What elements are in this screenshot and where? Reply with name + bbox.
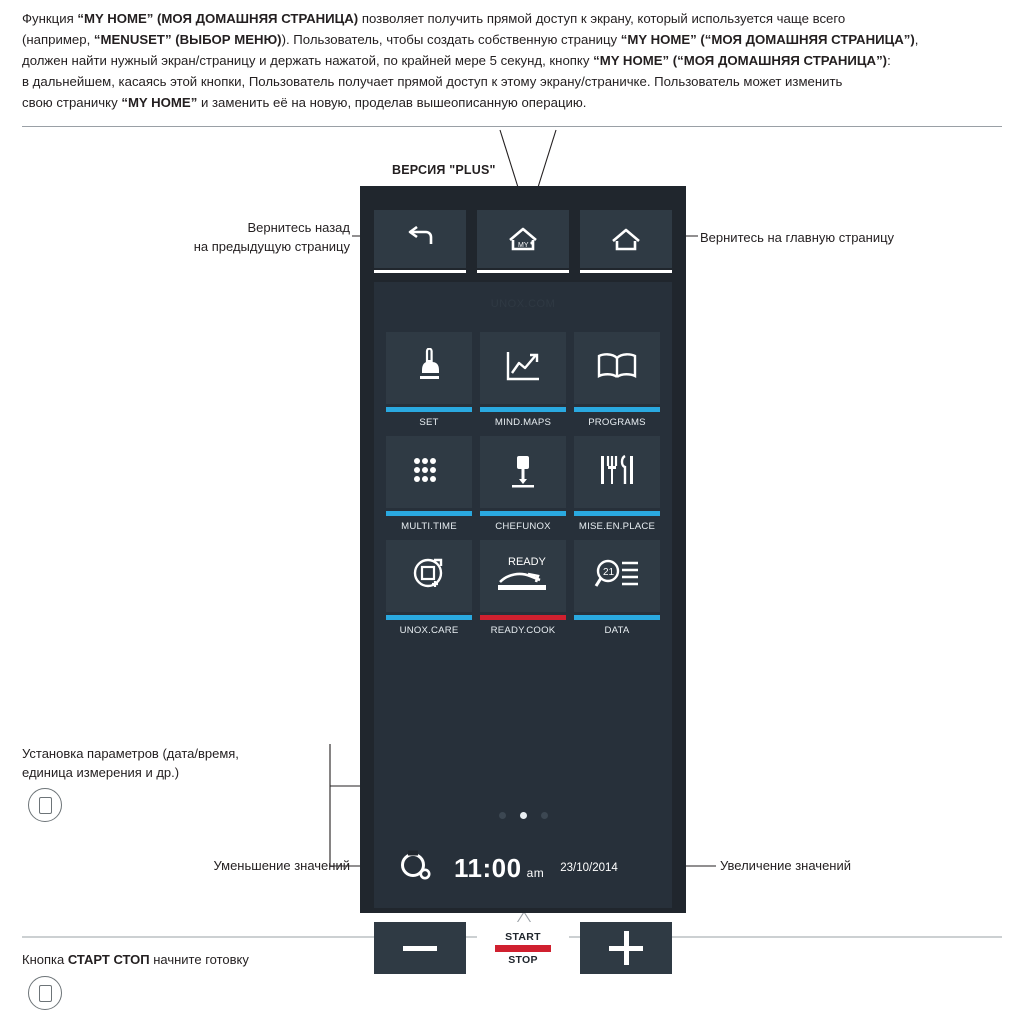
care-cycle-icon: [410, 556, 448, 597]
svg-text:READY: READY: [508, 555, 546, 568]
intro-line-4: в дальнейшем, касаясь этой кнопки, Пользователь получает прямой доступ к этому экрану/страничке. Пользователь может изменить: [22, 74, 843, 89]
svg-text:MY: MY: [518, 242, 529, 249]
control-panel: [360, 186, 686, 966]
annotation-increase-line1: Увеличение значений: [720, 858, 852, 873]
tile-bar: [574, 407, 660, 412]
stop-label: STOP: [508, 953, 538, 966]
page-dot[interactable]: [499, 812, 506, 819]
start-label: START: [505, 930, 541, 943]
tile-bar: [480, 511, 566, 516]
tile-label: MULTI.TIME: [401, 521, 457, 532]
tile-label: READY.COOK: [490, 625, 556, 636]
home-underline: [580, 270, 672, 273]
data-search-icon: [594, 557, 640, 596]
clock-date: 23/10/2014: [560, 862, 618, 874]
clock-time: 11:00 am: [454, 852, 545, 883]
intro-line-3: должен найти нужный экран/страницу и держать нажатой, по крайней мере 5 секунд, кнопку “MY HOME” (“МОЯ ДОМАШНЯЯ СТРАНИЦА”):: [22, 53, 891, 68]
tile-bar: [574, 615, 660, 620]
annotation-back: [140, 218, 350, 256]
intro-line-5: свою страничку “MY HOME” и заменить её на новую, проделав вышеописанную операцию.: [22, 95, 587, 110]
intro-line-1: Функция “MY HOME” (МОЯ ДОМАШНЯЯ СТРАНИЦА) позволяет получить прямой доступ к экрану, который используется чаще всего: [22, 11, 846, 26]
annotation-back-line1: Вернитесь назад: [247, 220, 350, 235]
screen: [374, 282, 672, 908]
annotation-decrease: [120, 856, 350, 875]
panel-button-icon: [39, 985, 52, 1002]
nav-row: [374, 210, 672, 268]
tile-label: MISE.EN.PLACE: [578, 521, 656, 532]
tile-label: PROGRAMS: [588, 417, 646, 428]
my-home-button[interactable]: [477, 210, 569, 268]
my-home-icon: [506, 226, 540, 252]
book-icon: [595, 351, 639, 386]
tile-mise-en-place[interactable]: [574, 436, 660, 532]
home-icon: [609, 226, 643, 252]
intro-line-2: (например, “MENUSET” (ВЫБОР МЕНЮ)). Пользователь, чтобы создать собственную страницу “MY HOME” (“МОЯ ДОМАШНЯЯ СТРАНИЦА”),: [22, 32, 919, 47]
annotation-start-stop-suffix: начните готовку: [149, 952, 249, 967]
divider-top: [22, 126, 1002, 127]
chef-probe-icon: [508, 452, 538, 493]
panel-button-icon: [39, 797, 52, 814]
tile-label: UNOX.CARE: [399, 625, 459, 636]
tile-multi-time[interactable]: [386, 436, 472, 532]
tile-set[interactable]: [386, 332, 472, 428]
chart-icon: [504, 349, 542, 388]
tile-bar: [480, 615, 566, 620]
hand-touch-icon: [414, 348, 444, 389]
settings-button-glyph: [28, 788, 62, 822]
annotation-settings: [22, 744, 322, 782]
status-bar: [374, 842, 672, 894]
ready-hand-icon: [494, 552, 552, 601]
version-label: ВЕРСИЯ "PLUS": [392, 163, 496, 177]
annotation-start-stop-prefix: Кнопка: [22, 952, 68, 967]
tile-label: MIND.MAPS: [494, 417, 552, 428]
back-button[interactable]: [374, 210, 466, 268]
page-indicator[interactable]: [374, 812, 672, 819]
clock-ampm: am: [526, 865, 545, 880]
tile-unox-care[interactable]: [386, 540, 472, 636]
svg-text:21: 21: [603, 566, 615, 578]
my-home-underline: [477, 270, 569, 273]
tile-label: CHEFUNOX: [495, 521, 551, 532]
tile-bar: [386, 511, 472, 516]
tile-bar: [386, 615, 472, 620]
page-dot[interactable]: [541, 812, 548, 819]
tile-ready-cook[interactable]: [480, 540, 566, 636]
annotation-home-line1: Вернитесь на главную страницу: [700, 230, 895, 245]
back-underline: [374, 270, 466, 273]
tile-mind-maps[interactable]: [480, 332, 566, 428]
tile-bar: [480, 407, 566, 412]
start-stop-button-glyph: [28, 976, 62, 1010]
increase-underline: [580, 977, 672, 980]
page-dot-active[interactable]: [520, 812, 527, 819]
annotation-back-line2: на предыдущую страницу: [193, 239, 350, 254]
tile-bar: [574, 511, 660, 516]
back-arrow-icon: [405, 226, 435, 252]
intro-paragraph: [22, 8, 1004, 113]
tile-data[interactable]: [574, 540, 660, 636]
annotation-settings-line1: Установка параметров (дата/время,: [22, 746, 239, 761]
tile-programs[interactable]: [574, 332, 660, 428]
multi-timer-icon: [409, 455, 449, 490]
annotation-home: [700, 228, 980, 247]
gear-icon[interactable]: [398, 850, 432, 887]
decrease-underline: [374, 977, 466, 980]
tile-bar: [386, 407, 472, 412]
annotation-settings-line2: единица измерения и др.): [22, 765, 180, 780]
annotation-start-stop: [22, 950, 522, 969]
annotation-start-stop-bold: СТАРТ СТОП: [67, 952, 150, 967]
cutlery-plate-icon: [597, 453, 637, 492]
annotation-decrease-line1: Уменьшение значений: [213, 858, 350, 873]
tile-chefunox[interactable]: [480, 436, 566, 532]
tile-grid: [386, 332, 660, 636]
tile-label: DATA: [604, 625, 630, 636]
watermark: UNOX.COM: [490, 298, 556, 310]
increase-button[interactable]: [580, 922, 672, 974]
plus-icon-vertical: [624, 931, 629, 965]
tile-label: SET: [419, 417, 439, 428]
home-button[interactable]: [580, 210, 672, 268]
annotation-increase: [720, 856, 980, 875]
